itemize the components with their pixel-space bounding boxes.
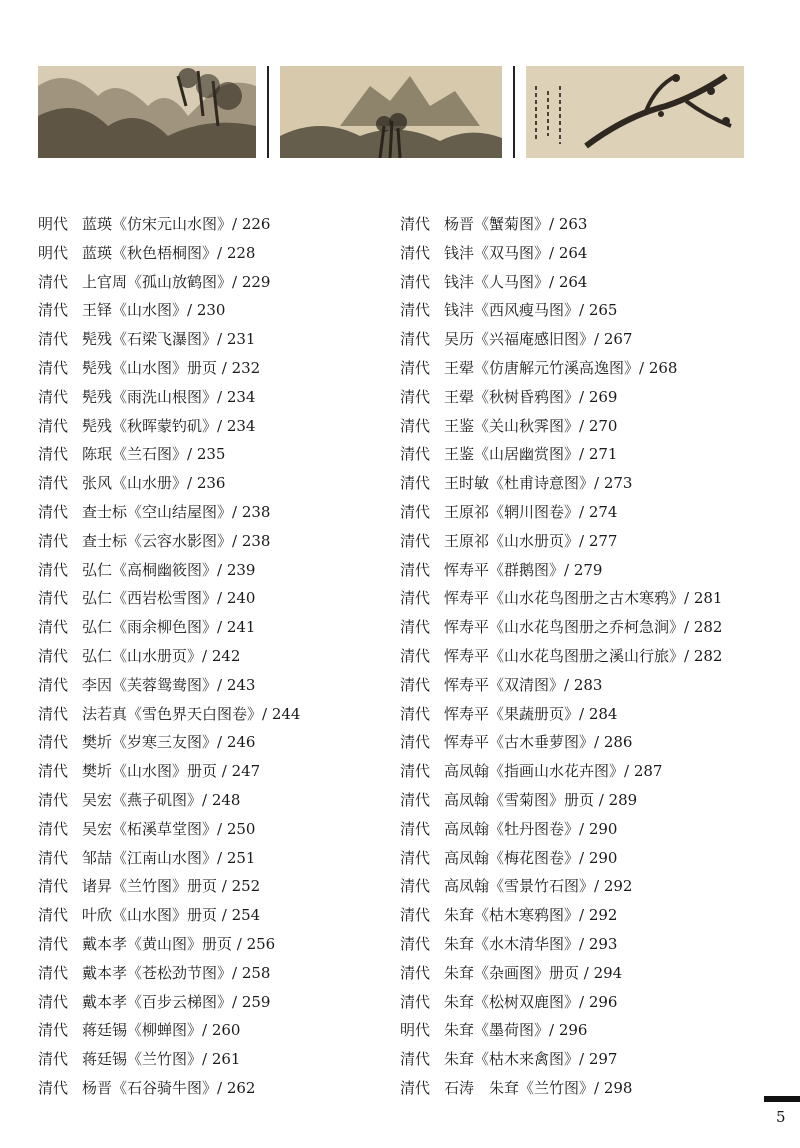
toc-entry — [400, 440, 722, 469]
entry-title: 朱耷《水木清华图》/ 293 — [444, 934, 618, 953]
entry-title: 钱沣《西风瘦马图》/ 265 — [444, 301, 618, 320]
thumbnail-divider — [513, 66, 515, 158]
entry-title: 戴本孝《黄山图》册页 / 256 — [82, 934, 276, 953]
toc-entry — [38, 613, 300, 642]
toc-entry — [38, 959, 300, 988]
toc-column-right — [400, 210, 722, 1103]
toc-entry — [38, 412, 300, 441]
entry-title: 王鉴《关山秋霁图》/ 270 — [444, 416, 618, 435]
toc-entry — [400, 383, 722, 412]
entry-title: 钱沣《双马图》/ 264 — [444, 243, 588, 262]
toc-entry — [38, 296, 300, 325]
toc-entry — [400, 700, 722, 729]
entry-title: 法若真《雪色界天白图卷》/ 244 — [82, 704, 301, 723]
toc-entry — [38, 440, 300, 469]
entry-title: 髡残《山水图》册页 / 232 — [82, 358, 261, 377]
dynasty-label: 清代 — [38, 618, 69, 637]
toc-entry — [400, 354, 722, 383]
dynasty-label: 清代 — [400, 474, 431, 493]
dynasty-label: 清代 — [38, 762, 69, 781]
entry-title: 弘仁《高桐幽筱图》/ 239 — [82, 560, 256, 579]
dynasty-label: 清代 — [38, 675, 69, 694]
dynasty-label: 清代 — [400, 992, 431, 1011]
dynasty-label: 清代 — [38, 1078, 69, 1097]
thumbnail-divider — [267, 66, 269, 158]
dynasty-label: 明代 — [38, 243, 69, 262]
entry-title: 恽寿平《古木垂萝图》/ 286 — [444, 733, 633, 752]
entry-title: 李因《芙蓉鸳鸯图》/ 243 — [82, 675, 256, 694]
dynasty-label: 清代 — [38, 906, 69, 925]
entry-title: 王原祁《辋川图卷》/ 274 — [444, 502, 618, 521]
toc-entry — [38, 671, 300, 700]
dynasty-label: 清代 — [400, 934, 431, 953]
dynasty-label: 清代 — [38, 387, 69, 406]
toc-entry — [400, 786, 722, 815]
toc-entry — [38, 556, 300, 585]
entry-title: 髡残《秋晖蒙钓矶》/ 234 — [82, 416, 256, 435]
toc-entry — [38, 1016, 300, 1045]
entry-title: 恽寿平《果蔬册页》/ 284 — [444, 704, 618, 723]
toc-entry — [400, 728, 722, 757]
dynasty-label: 清代 — [38, 272, 69, 291]
entry-title: 吴宏《燕子矶图》/ 248 — [82, 790, 241, 809]
toc-entry — [38, 728, 300, 757]
dynasty-label: 清代 — [400, 848, 431, 867]
entry-title: 蒋廷锡《柳蝉图》/ 260 — [82, 1021, 241, 1040]
dynasty-label: 清代 — [38, 646, 69, 665]
dynasty-label: 清代 — [38, 1050, 69, 1069]
entry-title: 钱沣《人马图》/ 264 — [444, 272, 588, 291]
entry-title: 戴本孝《苍松劲节图》/ 258 — [82, 963, 271, 982]
entry-title: 吴历《兴福庵感旧图》/ 267 — [444, 330, 633, 349]
toc-entry — [38, 210, 300, 239]
toc-entry — [400, 412, 722, 441]
entry-title: 弘仁《雨余柳色图》/ 241 — [82, 618, 256, 637]
dynasty-label: 清代 — [400, 387, 431, 406]
entry-title: 髡残《石梁飞瀑图》/ 231 — [82, 330, 256, 349]
entry-title: 朱耷《松树双鹿图》/ 296 — [444, 992, 618, 1011]
dynasty-label: 清代 — [400, 445, 431, 464]
toc-entry — [38, 988, 300, 1017]
entry-title: 蓝瑛《秋色梧桐图》/ 228 — [82, 243, 256, 262]
entry-title: 查士标《云容水影图》/ 238 — [82, 531, 271, 550]
dynasty-label: 清代 — [38, 877, 69, 896]
dynasty-label: 清代 — [400, 330, 431, 349]
dynasty-label: 清代 — [400, 243, 431, 262]
toc-entry — [400, 268, 722, 297]
dynasty-label: 清代 — [400, 502, 431, 521]
toc-entry — [400, 1074, 722, 1103]
toc-entry — [400, 296, 722, 325]
dynasty-label: 清代 — [38, 819, 69, 838]
entry-title: 蒋廷锡《兰竹图》/ 261 — [82, 1050, 241, 1069]
entry-title: 高凤翰《雪菊图》册页 / 289 — [444, 790, 638, 809]
toc-entry — [400, 642, 722, 671]
dynasty-label: 清代 — [400, 906, 431, 925]
toc-entry — [400, 239, 722, 268]
toc-entry — [38, 469, 300, 498]
dynasty-label: 清代 — [38, 1021, 69, 1040]
dynasty-label: 清代 — [38, 963, 69, 982]
dynasty-label: 清代 — [400, 215, 431, 233]
toc-entry — [400, 757, 722, 786]
entry-title: 朱耷《枯木寒鸦图》/ 292 — [444, 906, 618, 925]
toc-entry — [38, 786, 300, 815]
dynasty-label: 清代 — [38, 330, 69, 349]
dynasty-label: 清代 — [400, 1050, 431, 1069]
dynasty-label: 清代 — [400, 301, 431, 320]
toc-entry — [400, 872, 722, 901]
entry-title: 王铎《山水图》/ 230 — [82, 301, 226, 320]
toc-entry — [400, 584, 722, 613]
toc-entry — [38, 872, 300, 901]
dynasty-label: 清代 — [38, 704, 69, 723]
entry-title: 石涛 朱耷《兰竹图》/ 298 — [444, 1078, 633, 1097]
toc-entry — [400, 498, 722, 527]
toc-entry — [400, 325, 722, 354]
toc-entry — [400, 959, 722, 988]
entry-title: 王翚《仿唐解元竹溪高逸图》/ 268 — [444, 358, 678, 377]
entry-title: 叶欣《山水图》册页 / 254 — [82, 906, 261, 925]
toc-entry — [38, 901, 300, 930]
toc-entry — [400, 210, 722, 239]
toc-entry — [38, 815, 300, 844]
toc-entry — [38, 1074, 300, 1103]
entry-title: 王原祁《山水册页》/ 277 — [444, 531, 618, 550]
toc-entry — [400, 988, 722, 1017]
toc-entry — [400, 815, 722, 844]
dynasty-label: 清代 — [38, 416, 69, 435]
dynasty-label: 清代 — [38, 733, 69, 752]
dynasty-label: 清代 — [38, 934, 69, 953]
toc-entry — [400, 1016, 722, 1045]
entry-title: 王翚《秋树昏鸦图》/ 269 — [444, 387, 618, 406]
dynasty-label: 清代 — [38, 848, 69, 867]
toc-entry — [38, 527, 300, 556]
dynasty-label: 清代 — [400, 877, 431, 896]
entry-title: 诸昇《兰竹图》册页 / 252 — [82, 877, 261, 896]
dynasty-label: 清代 — [400, 762, 431, 781]
toc-entry — [38, 584, 300, 613]
toc-entry — [38, 642, 300, 671]
entry-title: 恽寿平《山水花鸟图册之古木寒鸦》/ 281 — [444, 589, 723, 608]
entry-title: 王鉴《山居幽赏图》/ 271 — [444, 445, 618, 464]
dynasty-label: 清代 — [400, 1078, 431, 1097]
dynasty-label: 清代 — [38, 474, 69, 493]
dynasty-label: 清代 — [400, 704, 431, 723]
entry-title: 高凤翰《雪景竹石图》/ 292 — [444, 877, 633, 896]
dynasty-label: 清代 — [38, 560, 69, 579]
dynasty-label: 清代 — [38, 358, 69, 377]
entry-title: 张风《山水册》/ 236 — [82, 474, 226, 493]
dynasty-label: 清代 — [400, 646, 431, 665]
dynasty-label: 清代 — [400, 733, 431, 752]
entry-title: 朱耷《墨荷图》/ 296 — [444, 1021, 588, 1040]
toc-entry — [38, 1045, 300, 1074]
dynasty-label: 清代 — [400, 963, 431, 982]
toc-entry — [38, 268, 300, 297]
toc-entry — [400, 469, 722, 498]
dynasty-label: 清代 — [38, 790, 69, 809]
dynasty-label: 明代 — [38, 215, 69, 233]
toc-entry — [38, 383, 300, 412]
toc-entry — [38, 354, 300, 383]
dynasty-label: 明代 — [400, 1021, 431, 1040]
entry-title: 弘仁《山水册页》/ 242 — [82, 646, 241, 665]
entry-title: 恽寿平《山水花鸟图册之乔柯急涧》/ 282 — [444, 618, 723, 637]
dynasty-label: 清代 — [38, 445, 69, 464]
toc-entry — [38, 498, 300, 527]
entry-title: 查士标《空山结屋图》/ 238 — [82, 502, 271, 521]
entry-title: 弘仁《西岩松雪图》/ 240 — [82, 589, 256, 608]
toc-entry — [38, 239, 300, 268]
dynasty-label: 清代 — [38, 301, 69, 320]
plum-blossom-painting — [526, 66, 744, 158]
entry-title: 樊圻《岁寒三友图》/ 246 — [82, 733, 256, 752]
toc-entry — [38, 700, 300, 729]
entry-title: 陈珉《兰石图》/ 235 — [82, 445, 226, 464]
toc-entry — [400, 613, 722, 642]
landscape-painting-2 — [280, 66, 502, 158]
toc-entry — [400, 844, 722, 873]
dynasty-label: 清代 — [400, 675, 431, 694]
entry-title: 朱耷《枯木来禽图》/ 297 — [444, 1050, 618, 1069]
toc-entry — [400, 901, 722, 930]
dynasty-label: 清代 — [38, 992, 69, 1011]
entry-title: 王时敏《杜甫诗意图》/ 273 — [444, 474, 633, 493]
thumbnail-strip — [38, 66, 744, 158]
toc-entry — [400, 1045, 722, 1074]
dynasty-label: 清代 — [400, 589, 431, 608]
toc-entry — [400, 671, 722, 700]
dynasty-label: 清代 — [400, 416, 431, 435]
entry-title: 高凤翰《牡丹图卷》/ 290 — [444, 819, 618, 838]
dynasty-label: 清代 — [38, 502, 69, 521]
entry-title: 上官周《孤山放鹤图》/ 229 — [82, 272, 271, 291]
entry-title: 戴本孝《百步云梯图》/ 259 — [82, 992, 271, 1011]
entry-title: 杨晋《蟹菊图》/ 263 — [444, 215, 588, 233]
footer-bar — [764, 1096, 800, 1102]
page-number: 5 — [776, 1108, 786, 1126]
landscape-painting-1 — [38, 66, 256, 158]
dynasty-label: 清代 — [400, 560, 431, 579]
toc-entry — [38, 325, 300, 354]
entry-title: 邹喆《江南山水图》/ 251 — [82, 848, 256, 867]
dynasty-label: 清代 — [400, 358, 431, 377]
entry-title: 恽寿平《群鹅图》/ 279 — [444, 560, 603, 579]
entry-title: 髡残《雨洗山根图》/ 234 — [82, 387, 256, 406]
entry-title: 恽寿平《山水花鸟图册之溪山行旅》/ 282 — [444, 646, 723, 665]
entry-title: 朱耷《杂画图》册页 / 294 — [444, 963, 623, 982]
dynasty-label: 清代 — [38, 589, 69, 608]
dynasty-label: 清代 — [400, 618, 431, 637]
toc-entry — [38, 757, 300, 786]
dynasty-label: 清代 — [400, 790, 431, 809]
entry-title: 樊圻《山水图》册页 / 247 — [82, 762, 261, 781]
entry-title: 恽寿平《双清图》/ 283 — [444, 675, 603, 694]
toc-entry — [400, 930, 722, 959]
dynasty-label: 清代 — [400, 531, 431, 550]
toc-entry — [400, 556, 722, 585]
entry-title: 高凤翰《指画山水花卉图》/ 287 — [444, 762, 663, 781]
entry-title: 高凤翰《梅花图卷》/ 290 — [444, 848, 618, 867]
toc-entry — [38, 844, 300, 873]
toc-entry — [400, 527, 722, 556]
toc-column-left — [38, 210, 300, 1103]
entry-title: 杨晋《石谷骑牛图》/ 262 — [82, 1078, 256, 1097]
entry-title: 吴宏《柘溪草堂图》/ 250 — [82, 819, 256, 838]
dynasty-label: 清代 — [38, 531, 69, 550]
entry-title: 蓝瑛《仿宋元山水图》/ 226 — [82, 215, 271, 233]
dynasty-label: 清代 — [400, 819, 431, 838]
toc-entry — [38, 930, 300, 959]
dynasty-label: 清代 — [400, 272, 431, 291]
